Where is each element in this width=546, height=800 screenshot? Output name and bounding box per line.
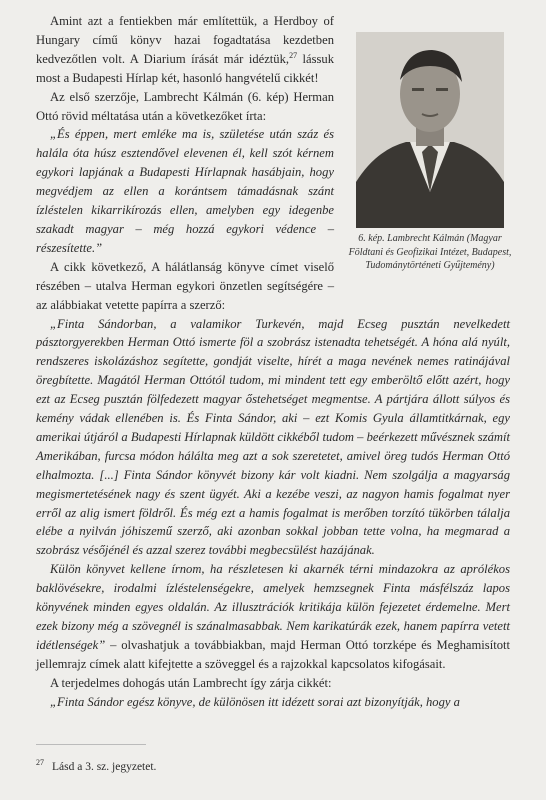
footnote-rule (36, 744, 146, 745)
portrait-image (356, 32, 504, 228)
paragraph-1-text-end: lássuk most a Budapesti Hírlap két, hasonló hangvételű cikkét! (36, 51, 335, 85)
footnote-number: 27 (36, 758, 44, 768)
portrait-photo (356, 32, 504, 228)
quote-3: Külön könyvet kellene írnom, ha részletesen ki akarnék térni mindazokra az aprólékos baklövésekre, irodalmi ízléstelenségekre, amelyek hemzsegnek Finta másfélszáz lapos könyvének minden egyes oldalán. Az illusztrációk kritikája külön fejezetet érdemelne. Mert ezek bizony még a szövegnél is szánalmasabbak. Nem karikatúrák ezek, hanem papírra vetett idétlenségek” (36, 562, 510, 652)
paragraph-2: Az első szerzője, Lambrecht Kálmán (6. kép) Herman Ottó rövid méltatása után a következőket írta: (36, 89, 334, 123)
quote-2: „Finta Sándorban, a valamikor Turkevén, majd Ecseg pusztán nevelkedett pásztorgyerekben Herman Ottó ismerte föl a szobrász istenadta tehetségét. A hóna alá nyúlt, rendszeres iskolázáshoz segítette, gondját viselte, hírét a maga nevének nemes ratinájával öregbítette. Magától Herman Ottótól tudom, mi mindent tett egy emberöltő előtt azért, hogy ezt az Ecseg pusztán fölfedezett magyar őstehetséget megmentse. A pártjára állott súlyos és kemény vádak ellenében is. És Finta Sándor, aki – ezt Komis Gyula államtitkárnak, egy amerikai útjáról a Budapesti Hírlapnak küldött cikkéből tudom – beérkezett művésznek számít Amerikában, furcsa módon hálálta meg azt a sok szeretetet, amivel öreg tudós Herman Ottó elhalmozta. [...] Finta Sándor könyvét bizony kár volt kiadni. Nem szolgálja a magyarság megismertetésének nagy és szent ügyét. Aki a kezébe veszi, az nagyon hamis fogalmat nyer erről az alig ismert földről. És még ezt a hamis fogalmat is merőben torzító tükörben tálalja elébe a nyilván jóhiszemű szerző, aki azonban sokkal jobban tette volna, ha megmarad a szobrász vésőjénél és azzal szerez további megbecsülést hazájának. (36, 316, 510, 558)
footnote (36, 759, 156, 775)
quote-4: „Finta Sándor egész könyve, de különösen itt idézett sorai azt bizonyítják, hogy a (50, 694, 460, 709)
quote-1: „És éppen, mert emléke ma is, születése után száz és halála óta húsz esztendővel elevenen él, kell szót kérnem egykori lapjának a Budapesti Hírlapnak hasábjain, hogy megvédjem az ellen a korántsem támadásnak szánt ízléstelen kikarrikírozás ellen, amelyben egy idegenbe szakadt magyar – még hozzá egykori védence – részesítette.” (36, 127, 334, 255)
paragraph-5: A terjedelmes dohogás után Lambrecht így zárja cikkét: (50, 675, 332, 690)
body-text (36, 12, 510, 712)
paragraph-4 (36, 560, 510, 673)
footnote-ref: 27 (289, 50, 298, 60)
paragraph-3: A cikk következő, A hálátlanság könyve címet viselő részében – utalva Herman egykori önzetlen segítségére – az alábbiakat vetette papírra a szerző: (36, 259, 334, 312)
paragraph-1-text: Amint azt a fentiekben már említettük, a Herdboy of Hungary című könyv hazai fogadtatása kezdetben kedvezőtlen volt. A Diarium írását már idéztük, (36, 14, 334, 66)
paragraph-4-text: – olvashatjuk a továbbiakban, majd Herman Ottó torzképe és Meghamisított jellemrajz címek alatt kifejtette a szöveggel és a rajzokkal kapcsolatos kifogásait. (36, 637, 510, 671)
figure (344, 10, 516, 306)
footnote-text: Lásd a 3. sz. jegyzetet. (52, 761, 157, 773)
figure-caption: 6. kép. Lambrecht Kálmán (Magyar Földtani és Geofizikai Intézet, Budapest, Tudománytörténeti Gyűjtemény) (348, 233, 512, 271)
